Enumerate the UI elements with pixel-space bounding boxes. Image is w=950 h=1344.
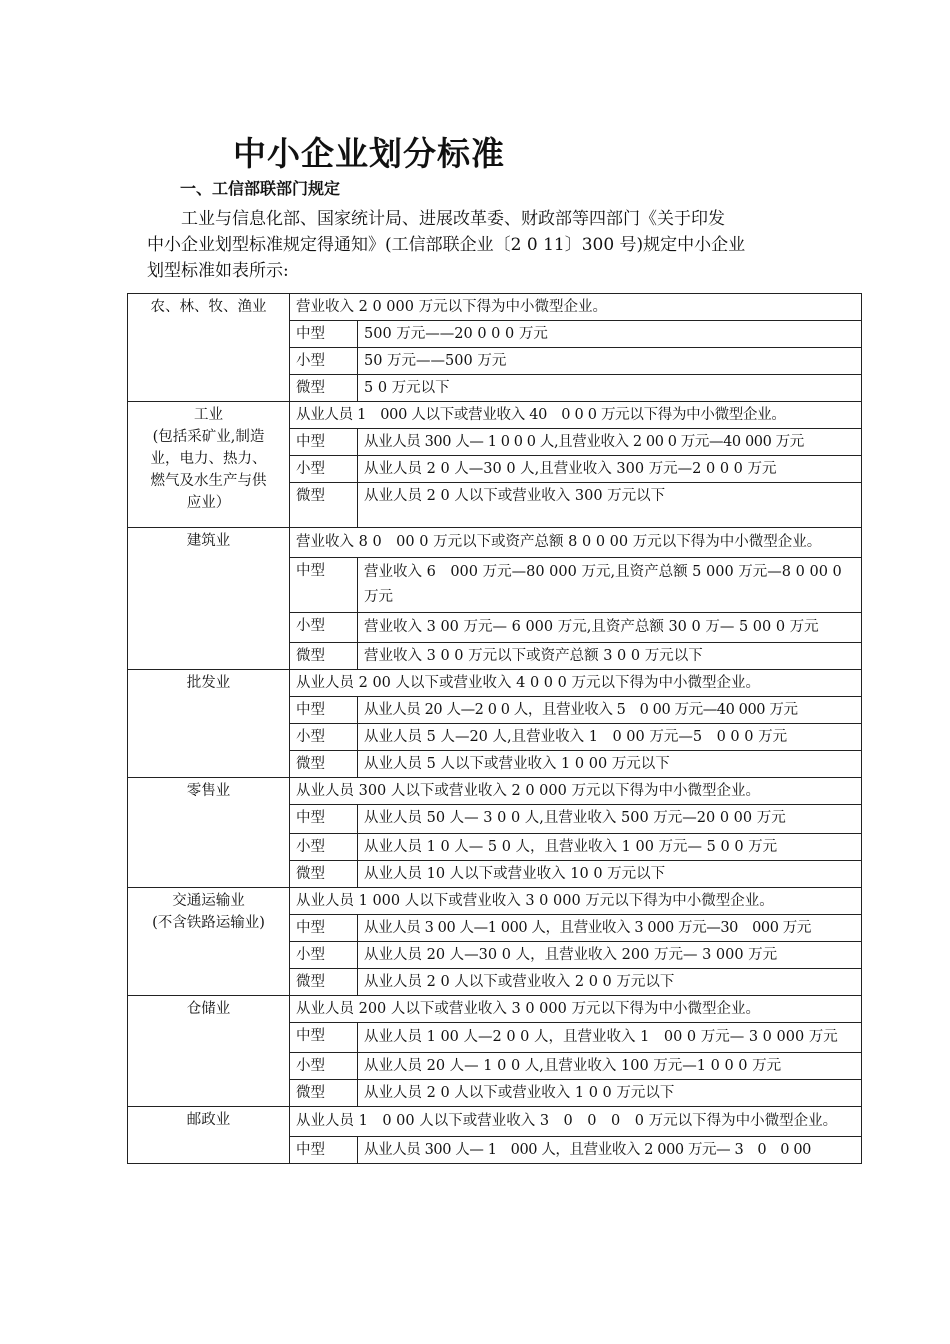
summary-cell: 营业收入 8 0 00 0 万元以下或资产总额 8 0 0 00 万元以下得为中小微型企业。 [290,528,862,558]
industry-cell-wholesale: 批发业 [128,670,290,778]
size-cell: 小型 [290,942,358,969]
criteria-cell: 从业人员 2 0 人以下或营业收入 2 0 0 万元以下 [358,969,862,996]
size-cell: 中型 [290,915,358,942]
criteria-cell: 从业人员 2 0 人—30 0 人,且营业收入 300 万元—2 0 0 0 万元 [358,456,862,483]
table-row [128,778,862,805]
industry-cell-agriculture: 农、林、牧、渔业 [128,294,290,402]
criteria-cell: 营业收入 6 000 万元—80 000 万元,且资产总额 5 000 万元—8 0 00 0 万元 [358,558,862,613]
table-row [128,294,862,321]
intro-line: 中小企业划型标准规定得通知》(工信部联企业〔2 0 11〕300 号)规定中小企业 [147,235,746,255]
industry-label-line: 业，电力、热力、 [150,451,267,467]
criteria-cell: 50 万元——500 万元 [358,348,862,375]
size-cell: 中型 [290,429,358,456]
intro-paragraph [147,206,812,284]
table-row [128,402,862,429]
page-title: 中小企业划分标准 [233,134,505,173]
summary-cell: 从业人员 2 00 人以下或营业收入 4 0 0 0 万元以下得为中小微型企业。 [290,670,862,697]
industry-label-line: (不含铁路运输业) [152,915,265,931]
criteria-cell: 从业人员 1 00 人—2 0 0 人，且营业收入 1 00 0 万元— 3 0 000 万元 [358,1023,862,1053]
size-cell: 中型 [290,697,358,724]
size-cell: 微型 [290,861,358,888]
classification-table [127,293,862,1164]
table-row [128,996,862,1023]
industry-cell-transport [128,888,290,996]
criteria-cell: 从业人员 2 0 人以下或营业收入 300 万元以下 [358,483,862,528]
size-cell: 微型 [290,375,358,402]
criteria-cell: 从业人员 5 人—20 人,且营业收入 1 0 00 万元—5 0 0 0 万元 [358,724,862,751]
section-heading: 一、工信部联部门规定 [180,179,341,198]
industry-cell-postal: 邮政业 [128,1107,290,1164]
table-row [128,888,862,915]
criteria-cell: 从业人员 20 人—2 0 0 人，且营业收入 5 0 00 万元—40 000 万元 [358,697,862,724]
criteria-cell: 从业人员 1 0 人— 5 0 人，且营业收入 1 00 万元— 5 0 0 万元 [358,834,862,861]
size-cell: 中型 [290,558,358,613]
size-cell: 小型 [290,724,358,751]
summary-cell: 从业人员 1 000 人以下或营业收入 40 0 0 0 万元以下得为中小微型企业。 [290,402,862,429]
criteria-cell: 从业人员 50 人— 3 0 0 人,且营业收入 500 万元—20 0 00 万元 [358,805,862,834]
size-cell: 小型 [290,1053,358,1080]
size-cell: 微型 [290,969,358,996]
intro-line: 划型标准如表所示: [147,261,289,281]
size-cell: 中型 [290,1023,358,1053]
industry-label-line: 应业） [186,495,231,511]
criteria-cell: 从业人员 300 人— 1 0 0 0 人,且营业收入 2 00 0 万元—40 000 万元 [358,429,862,456]
industry-label-line: 燃气及水生产与供 [150,473,267,489]
table-row [128,528,862,558]
summary-cell: 营业收入 2 0 000 万元以下得为中小微型企业。 [290,294,862,321]
industry-label-line: 交通运输业 [172,893,245,909]
criteria-cell: 从业人员 20 人—30 0 人，且营业收入 200 万元— 3 000 万元 [358,942,862,969]
size-cell: 小型 [290,834,358,861]
size-cell: 微型 [290,751,358,778]
industry-cell-retail: 零售业 [128,778,290,888]
table-row [128,670,862,697]
size-cell: 中型 [290,805,358,834]
size-cell: 微型 [290,643,358,670]
industry-label-line: (包括采矿业,制造 [152,429,265,445]
industry-cell-construction: 建筑业 [128,528,290,670]
criteria-cell: 从业人员 5 人以下或营业收入 1 0 00 万元以下 [358,751,862,778]
size-cell: 小型 [290,613,358,643]
industry-cell-industrial [128,402,290,528]
criteria-cell: 营业收入 3 0 0 万元以下或资产总额 3 0 0 万元以下 [358,643,862,670]
criteria-cell: 从业人员 300 人— 1 000 人，且营业收入 2 000 万元— 3 0 0 00 [358,1137,862,1164]
industry-label-line: 工业 [194,407,223,423]
size-cell: 中型 [290,321,358,348]
criteria-cell: 500 万元——20 0 0 0 万元 [358,321,862,348]
size-cell: 中型 [290,1137,358,1164]
table-row [128,1107,862,1137]
summary-cell: 从业人员 200 人以下或营业收入 3 0 000 万元以下得为中小微型企业。 [290,996,862,1023]
criteria-cell: 从业人员 20 人— 1 0 0 人,且营业收入 100 万元—1 0 0 0 万元 [358,1053,862,1080]
summary-cell: 从业人员 300 人以下或营业收入 2 0 000 万元以下得为中小微型企业。 [290,778,862,805]
intro-line: 工业与信息化部、国家统计局、进展改革委、财政部等四部门《关于印发 [181,209,725,229]
summary-cell: 从业人员 1 0 00 人以下或营业收入 3 0 0 0 0 万元以下得为中小微型企业。 [290,1107,862,1137]
criteria-cell: 从业人员 3 00 人—1 000 人，且营业收入 3 000 万元—30 000 万元 [358,915,862,942]
size-cell: 小型 [290,456,358,483]
size-cell: 微型 [290,1080,358,1107]
criteria-cell: 从业人员 2 0 人以下或营业收入 1 0 0 万元以下 [358,1080,862,1107]
criteria-cell: 营业收入 3 00 万元— 6 000 万元,且资产总额 30 0 万— 5 00 0 万元 [358,613,862,643]
criteria-cell: 从业人员 10 人以下或营业收入 10 0 万元以下 [358,861,862,888]
criteria-cell: 5 0 万元以下 [358,375,862,402]
size-cell: 微型 [290,483,358,528]
size-cell: 小型 [290,348,358,375]
industry-cell-warehousing: 仓储业 [128,996,290,1107]
summary-cell: 从业人员 1 000 人以下或营业收入 3 0 000 万元以下得为中小微型企业。 [290,888,862,915]
